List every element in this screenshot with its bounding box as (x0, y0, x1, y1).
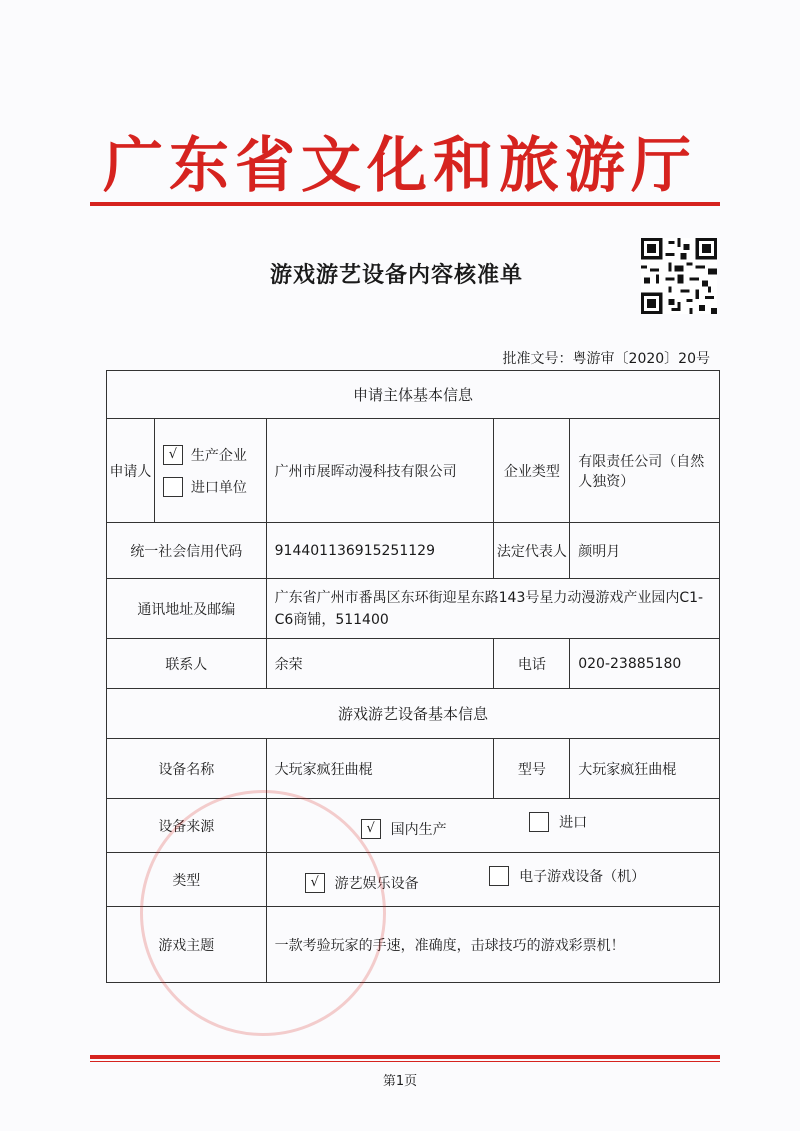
applicant-name: 广州市展晖动漫科技有限公司 (266, 419, 494, 523)
phone-value: 020-23885180 (570, 639, 720, 689)
option-producer[interactable] (159, 439, 262, 471)
device-section-title: 游戏游艺设备基本信息 (107, 689, 720, 739)
electronic-checkbox[interactable] (489, 866, 509, 886)
applicant-type-options (154, 419, 266, 523)
option-importer[interactable] (159, 471, 262, 503)
option-domestic[interactable] (361, 819, 447, 839)
importer-label: 进口单位 (190, 479, 247, 496)
address-value: 广东省广州市番禺区东环街迎星东路143号星力动漫游戏产业园内C1-C6商铺，511400 (266, 579, 719, 639)
company-type-label: 企业类型 (494, 419, 570, 523)
option-amusement[interactable] (305, 873, 419, 893)
theme-value: 一款考验玩家的手速，准确度，击球技巧的游戏彩票机！ (266, 907, 719, 983)
phone-label: 电话 (494, 639, 570, 689)
domestic-checkbox[interactable]: √ (361, 819, 381, 839)
credit-code-label: 统一社会信用代码 (107, 523, 267, 579)
company-type-value: 有限责任公司（自然人独资） (570, 419, 720, 523)
option-import[interactable] (529, 812, 587, 832)
source-options (266, 799, 719, 853)
type-options (266, 853, 719, 907)
applicant-label: 申请人 (107, 419, 155, 523)
option-electronic[interactable] (489, 866, 645, 886)
producer-label: 生产企业 (190, 447, 247, 464)
import-checkbox[interactable] (529, 812, 549, 832)
footer-divider (90, 1055, 720, 1059)
importer-checkbox[interactable] (163, 477, 183, 497)
page-number: 第1页 (382, 1074, 418, 1089)
amusement-checkbox[interactable]: √ (305, 873, 325, 893)
legal-rep-value: 颜明月 (570, 523, 720, 579)
source-label: 设备来源 (107, 799, 267, 853)
contact-label: 联系人 (107, 639, 267, 689)
import-label: 进口 (559, 815, 588, 831)
model-label: 型号 (494, 739, 570, 799)
credit-code-value: 914401136915251129 (266, 523, 494, 579)
type-label: 类型 (107, 853, 267, 907)
applicant-section-title: 申请主体基本信息 (107, 371, 720, 419)
footer-divider-thin (90, 1061, 720, 1062)
producer-checkbox[interactable]: √ (163, 445, 183, 465)
model-value: 大玩家疯狂曲棍 (570, 739, 720, 799)
approval-form-table (106, 370, 720, 983)
theme-label: 游戏主题 (107, 907, 267, 983)
amusement-label: 游艺娱乐设备 (334, 876, 419, 892)
qr-code-icon (641, 238, 717, 314)
address-label: 通讯地址及邮编 (107, 579, 267, 639)
approval-number: 批准文号：粤游审〔2020〕20号 (502, 351, 710, 367)
domestic-label: 国内生产 (390, 822, 447, 838)
header-divider (90, 202, 720, 206)
contact-value: 余荣 (266, 639, 494, 689)
device-name-value: 大玩家疯狂曲棍 (266, 739, 494, 799)
agency-title: 广东省文化和旅游厅 (103, 131, 697, 201)
legal-rep-label: 法定代表人 (494, 523, 570, 579)
device-name-label: 设备名称 (107, 739, 267, 799)
document-title: 游戏游艺设备内容核准单 (270, 263, 524, 288)
electronic-label: 电子游戏设备（机） (519, 869, 646, 885)
